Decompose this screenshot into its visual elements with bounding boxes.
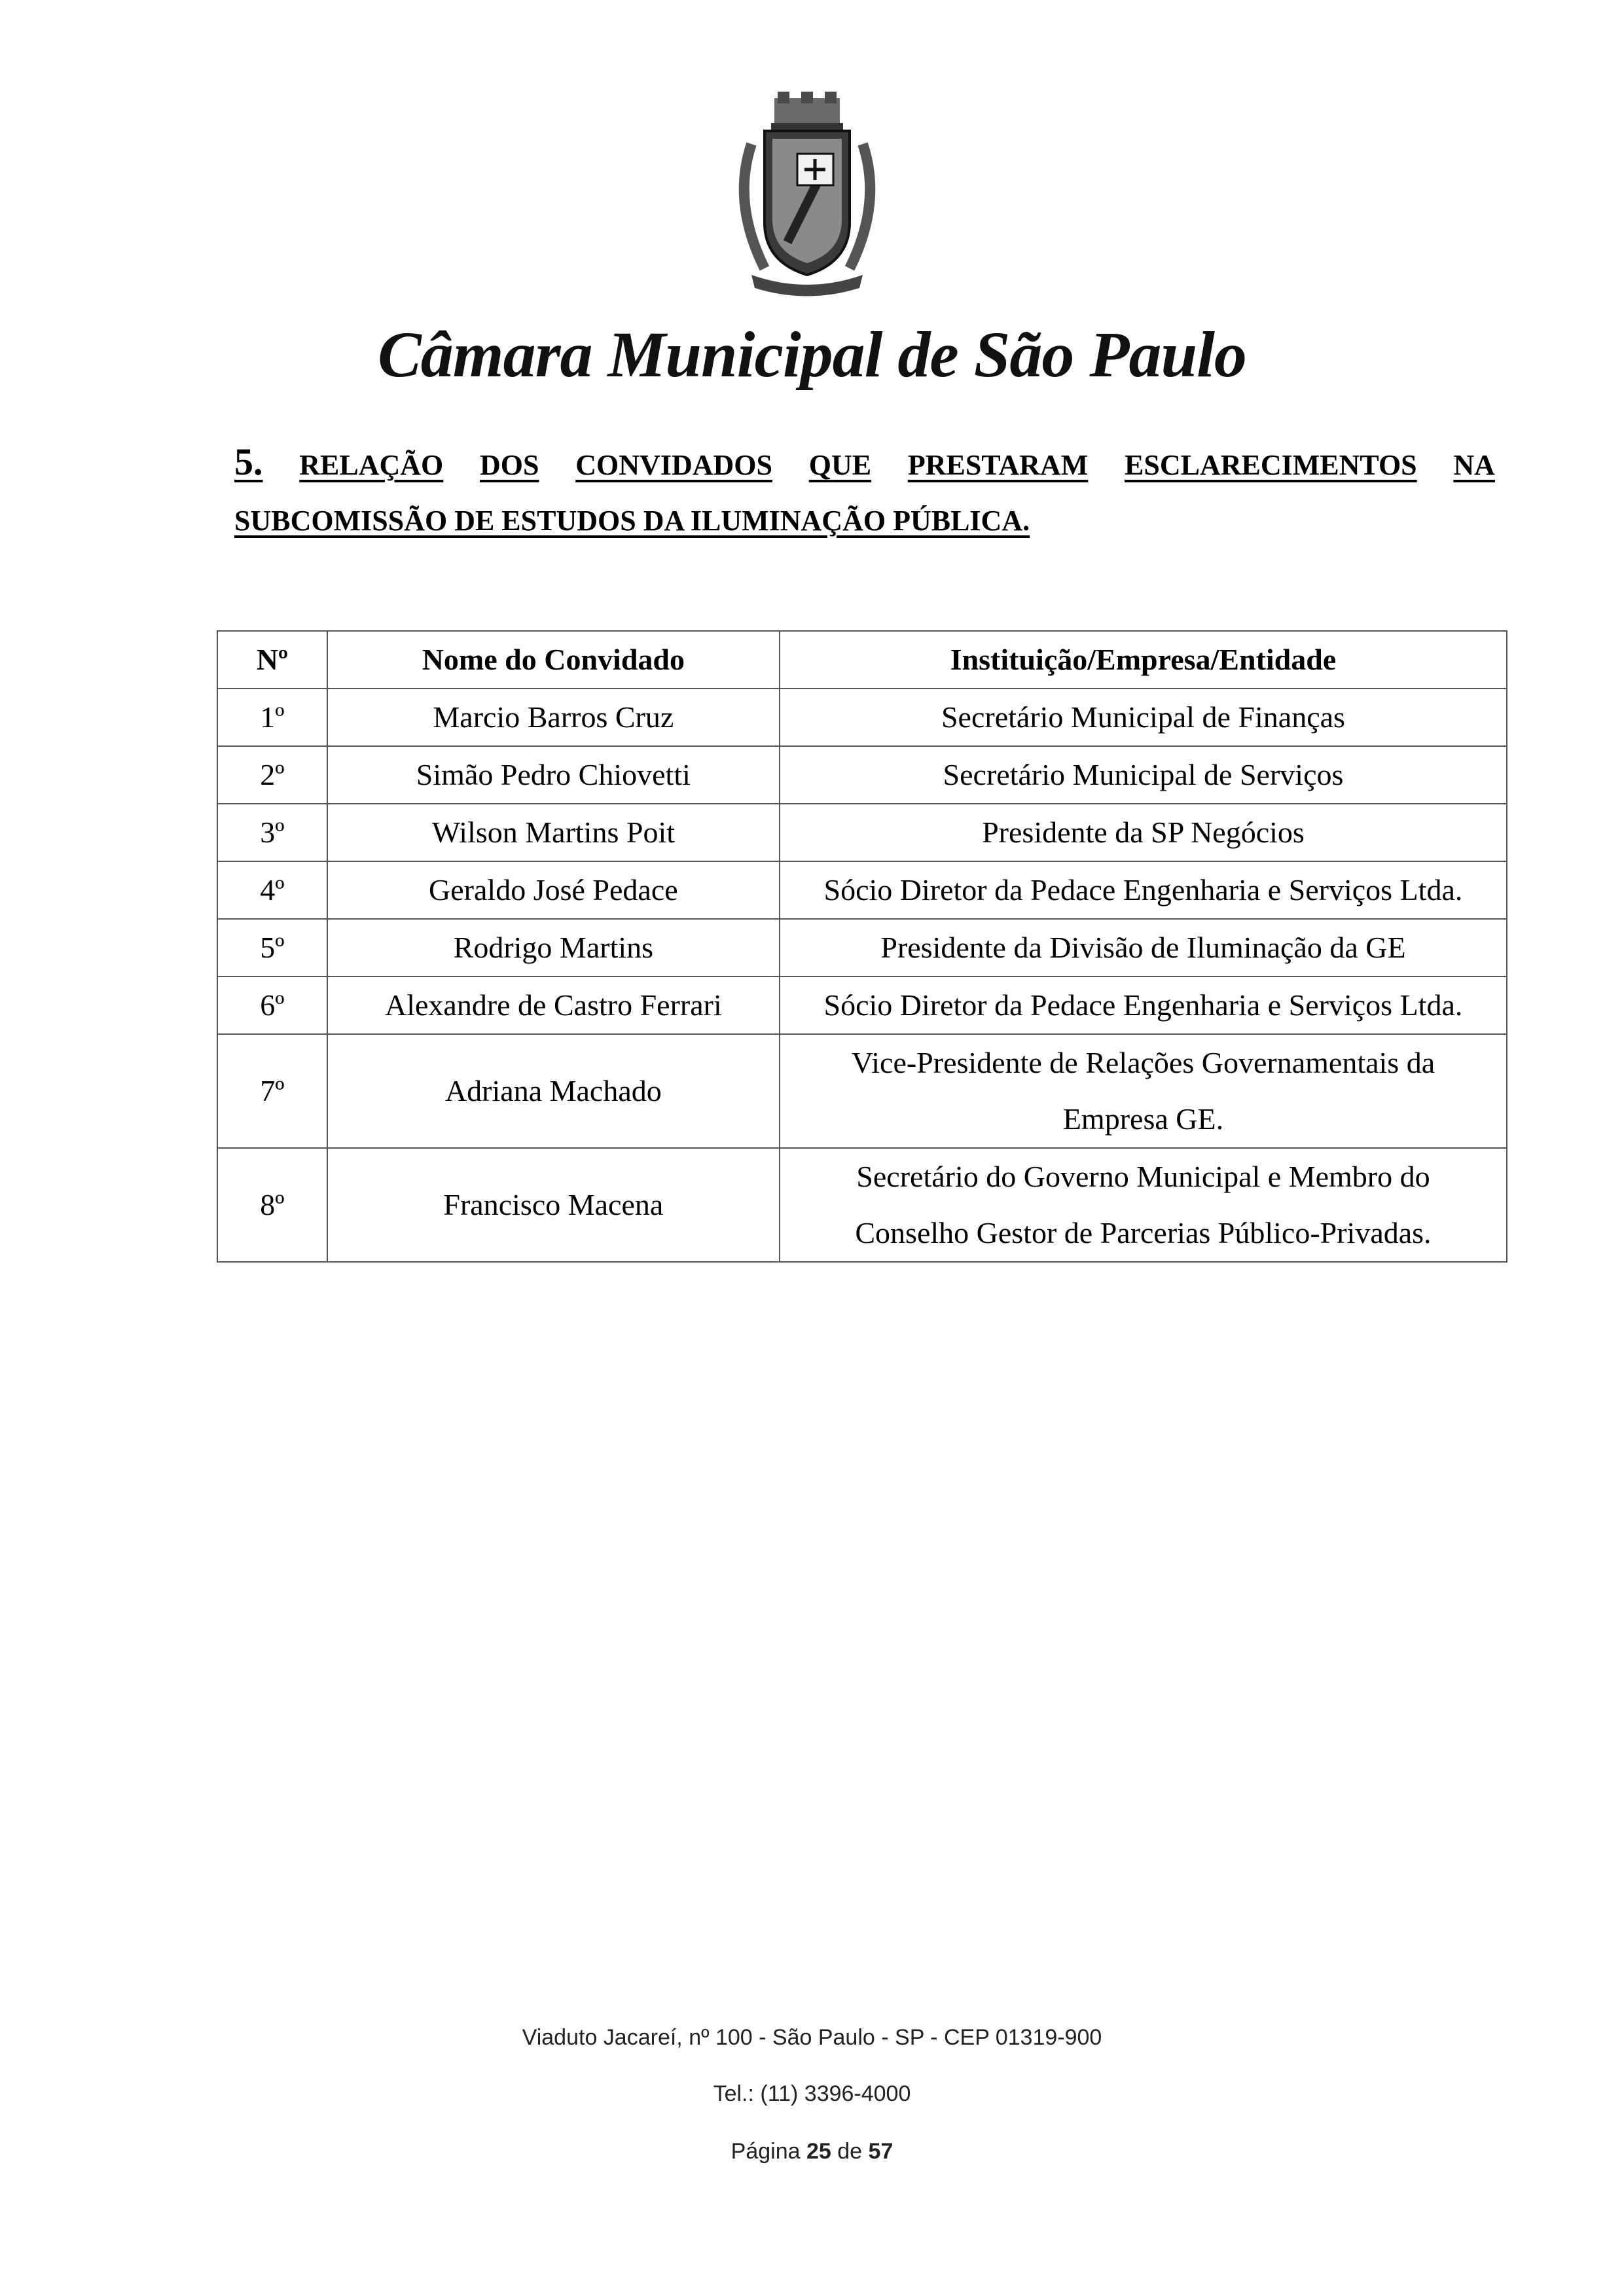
- heading-word: PRESTARAM: [907, 449, 1089, 481]
- footer-phone: Tel.: (11) 3396-4000: [713, 2081, 911, 2106]
- cell-institution-line: Conselho Gestor de Parcerias Público-Privadas.: [855, 1216, 1432, 1249]
- cell-name: Rodrigo Martins: [327, 919, 780, 977]
- heading-word: CONVIDADOS: [575, 449, 772, 481]
- cell-name: Wilson Martins Poit: [327, 804, 780, 861]
- heading-word: NA: [1453, 449, 1495, 481]
- cell-institution: Secretário Municipal de Serviços: [780, 746, 1507, 804]
- cell-name: Francisco Macena: [327, 1148, 780, 1262]
- cell-institution-line: Vice-Presidente de Relações Governamentais da: [851, 1046, 1435, 1079]
- cell-number: 1º: [217, 689, 327, 746]
- heading-word: QUE: [808, 449, 872, 481]
- page-total: 57: [868, 2139, 893, 2164]
- cell-institution-line: Empresa GE.: [1062, 1102, 1224, 1136]
- heading-word: DOS: [480, 449, 539, 481]
- cell-number: 7º: [217, 1034, 327, 1148]
- guests-table: [217, 630, 1507, 1263]
- cell-number: 6º: [217, 977, 327, 1034]
- section-heading-line1: [234, 440, 1495, 499]
- cell-number: 5º: [217, 919, 327, 977]
- page-prefix: Página: [731, 2139, 801, 2164]
- cell-institution: [780, 1148, 1507, 1262]
- cell-institution: Sócio Diretor da Pedace Engenharia e Serviços Ltda.: [780, 861, 1507, 919]
- table-row: [217, 804, 1507, 861]
- cell-name: Alexandre de Castro Ferrari: [327, 977, 780, 1034]
- section-heading-line2: [234, 504, 1495, 563]
- cell-number: 3º: [217, 804, 327, 861]
- cell-name: Adriana Machado: [327, 1034, 780, 1148]
- cell-institution: [780, 1034, 1507, 1148]
- heading-word: RELAÇÃO: [299, 449, 444, 481]
- cell-institution: Sócio Diretor da Pedace Engenharia e Serviços Ltda.: [780, 977, 1507, 1034]
- page-of: de: [837, 2139, 863, 2164]
- header-name: Nome do Convidado: [327, 631, 780, 689]
- table-row: [217, 1148, 1507, 1262]
- table-row: [217, 861, 1507, 919]
- cell-name: Geraldo José Pedace: [327, 861, 780, 919]
- institution-title: Câmara Municipal de São Paulo: [378, 318, 1246, 391]
- cell-institution: Secretário Municipal de Finanças: [780, 689, 1507, 746]
- footer-address: Viaduto Jacareí, nº 100 - São Paulo - SP - CEP 01319-900: [522, 2025, 1102, 2050]
- cell-number: 8º: [217, 1148, 327, 1262]
- table-row: [217, 919, 1507, 977]
- cell-institution: Presidente da SP Negócios: [780, 804, 1507, 861]
- page-current: 25: [806, 2139, 831, 2164]
- coat-of-arms-icon: [725, 92, 889, 301]
- heading-line2-text: SUBCOMISSÃO DE ESTUDOS DA ILUMINAÇÃO PÚBLICA.: [234, 505, 1030, 537]
- table-row: [217, 1034, 1507, 1148]
- cell-name: Marcio Barros Cruz: [327, 689, 780, 746]
- header-institution: Instituição/Empresa/Entidade: [780, 631, 1507, 689]
- page-number: [0, 2139, 1624, 2164]
- table-row: [217, 746, 1507, 804]
- cell-institution-line: Secretário do Governo Municipal e Membro do: [856, 1160, 1430, 1193]
- section-number: 5.: [234, 440, 263, 483]
- header-number: Nº: [217, 631, 327, 689]
- cell-number: 2º: [217, 746, 327, 804]
- cell-institution: Presidente da Divisão de Iluminação da GE: [780, 919, 1507, 977]
- table-row: [217, 977, 1507, 1034]
- cell-number: 4º: [217, 861, 327, 919]
- table-header-row: [217, 631, 1507, 689]
- table-row: [217, 689, 1507, 746]
- cell-name: Simão Pedro Chiovetti: [327, 746, 780, 804]
- heading-word: ESCLARECIMENTOS: [1125, 449, 1417, 481]
